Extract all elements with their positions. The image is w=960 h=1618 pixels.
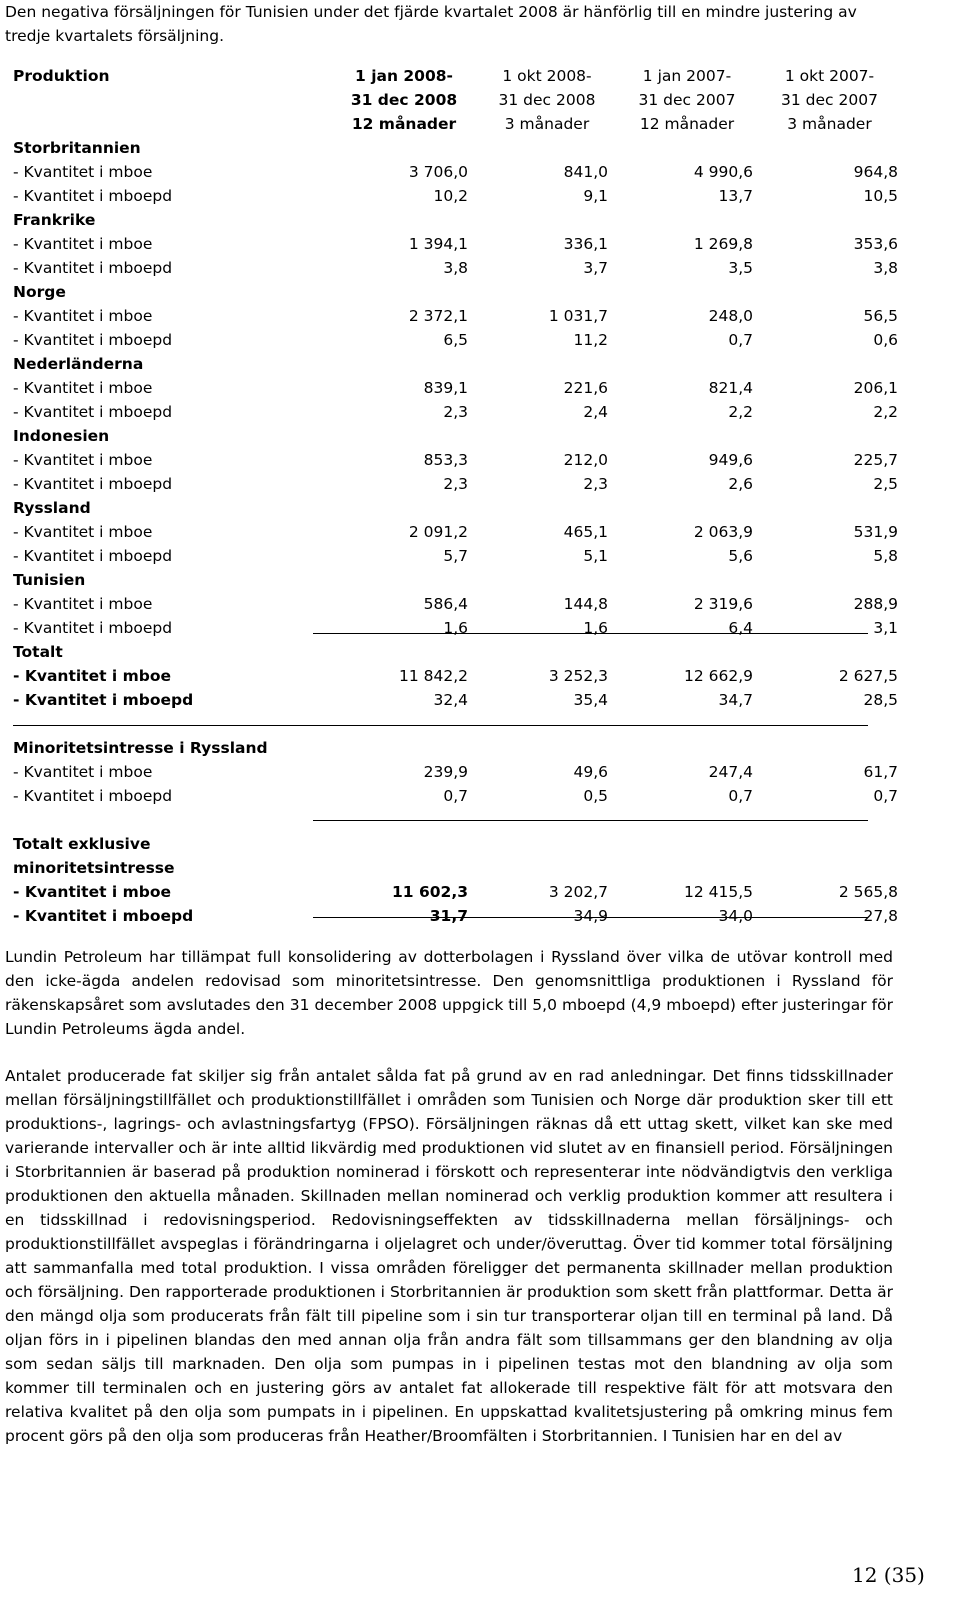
header-col1: 12 månader <box>351 115 457 133</box>
table-row: - Kvantitet i mboe 11 602,3 3 202,7 12 415,5 2 565,8 <box>13 883 898 901</box>
header-col3: 1 jan 2007- <box>642 67 732 85</box>
header-col4: 31 dec 2007 <box>781 91 878 109</box>
table-header-row-2 <box>13 88 893 112</box>
table-row: - Kvantitet i mboepd 3,8 3,7 3,5 3,8 <box>13 259 898 277</box>
section-heading: Indonesien <box>13 427 110 445</box>
excl-heading: minoritetsintresse <box>13 859 175 877</box>
total-heading: Totalt <box>13 643 63 661</box>
intro-paragraph: Den negativa försäljningen för Tunisien under det fjärde kvartalet 2008 är hänförlig till en mindre justering av tredje kvartalets försäljning. <box>5 3 857 45</box>
section-heading: Ryssland <box>13 499 91 517</box>
paragraph-production-vs-sales: Antalet producerade fat skiljer sig från antalet sålda fat på grund av en rad anledningar. Det finns tidsskillnader mellan försäljningstillfället och produktionstillfället i områden som Tunisien och Norge där produktion sker till ett produktions-, lagrings- och avlastningsfartyg (FPSO). Försäljningen räknas då ett uttag skett, vilket kan ske med varierande intervaller och är inte alltid likvärdig med produktionen vid slutet av en finansiell period. Försäljningen i Storbritannien är baserad på produktion nominerad i förskott och representerar inte nödvändigtvis den verkliga produktionen den aktuella månaden. Skillnaden mellan nominerad och verklig produktion kommer att resultera i en tidsskillnad i redovisningsperiod. Redovisningseffekten av tidsskillnaderna mellan försäljnings- och produktionstillfället avspeglas i förändringarna i oljelagret och under/överuttag. Över tid kommer total försäljning att sammanfalla med total produktion. I vissa områden föreligger det permanenta skillnader mellan produktion och försäljning. Den rapporterade produktionen i Storbritannien är produktion som skett från plattformar. Detta är den mängd olja som producerats från fält till pipeline som i sin tur transporterar oljan till en terminal på land. Då oljan förs in i pipelinen blandas den med annan olja från andra fält som tillsammans ger den blandning av olja som sedan säljs till marknaden. Den olja som pumpas in i pipelinen testas mot den blandning av olja som kommer till terminalen och en justering görs av antalet fat allokerade till respektive fält för att motsvara den relativa kvalitet på den olja som pumpats in i pipelinen. En uppskattad kvalitetsjustering på omkring minus fem procent görs på den olja som produceras från Heather/Broomfälten i Storbritannien. I Tunisien har en del av <box>5 1067 893 1445</box>
header-col4: 1 okt 2007- <box>784 67 875 85</box>
section-heading: Frankrike <box>13 211 96 229</box>
minority-heading: Minoritetsintresse i Ryssland <box>13 739 268 757</box>
header-col3: 12 månader <box>639 115 735 133</box>
table-row: - Kvantitet i mboe 3 706,0 841,0 4 990,6 964,8 <box>13 163 898 181</box>
table-header-row-3 <box>13 112 893 136</box>
table-row: - Kvantitet i mboepd 6,5 11,2 0,7 0,6 <box>13 331 898 349</box>
excl-heading: Totalt exklusive <box>13 835 151 853</box>
header-col1: 1 jan 2008- <box>355 67 453 85</box>
spacer <box>13 712 893 736</box>
table-row: - Kvantitet i mboe 1 394,1 336,1 1 269,8 353,6 <box>13 235 898 253</box>
table-row: - Kvantitet i mboe 2 372,1 1 031,7 248,0 56,5 <box>13 307 898 325</box>
table-row: - Kvantitet i mboepd 1,6 1,6 6,4 3,1 <box>13 619 898 637</box>
header-label: Produktion <box>13 67 110 85</box>
production-table <box>13 64 898 928</box>
header-col1: 31 dec 2008 <box>350 91 458 109</box>
section-heading: Norge <box>13 283 66 301</box>
section-heading: Nederländerna <box>13 355 144 373</box>
section-heading: Tunisien <box>13 571 86 589</box>
paragraph-consolidation: Lundin Petroleum har tillämpat full konsolidering av dotterbolagen i Ryssland över vilka de utövar kontroll med den icke-ägda andelen redovisad som minoritetsintresse. Den genomsnittliga produktionen i Ryssland för räkenskapsåret som avslutades den 31 december 2008 uppgick till 5,0 mboepd (4,9 mboepd) efter justeringar för Lundin Petroleums ägda andel. <box>5 948 893 1038</box>
table-row: - Kvantitet i mboe 11 842,2 3 252,3 12 662,9 2 627,5 <box>13 667 898 685</box>
bottom-rule <box>313 917 868 918</box>
table-row: - Kvantitet i mboepd 0,7 0,5 0,7 0,7 <box>13 787 898 805</box>
table-row: - Kvantitet i mboe 839,1 221,6 821,4 206,1 <box>13 379 898 397</box>
table-row: - Kvantitet i mboepd 32,4 35,4 34,7 28,5 <box>13 691 898 709</box>
table-header-row-1 <box>13 64 893 88</box>
header-col2: 3 månader <box>504 115 590 133</box>
table-row: - Kvantitet i mboepd 10,2 9,1 13,7 10,5 <box>13 187 898 205</box>
table-row: - Kvantitet i mboepd 31,7 34,9 34,0 27,8 <box>13 907 898 925</box>
table-row: - Kvantitet i mboe 239,9 49,6 247,4 61,7 <box>13 763 898 781</box>
section-heading: Storbritannien <box>13 139 141 157</box>
header-col2: 31 dec 2008 <box>498 91 596 109</box>
header-col3: 31 dec 2007 <box>638 91 736 109</box>
table-row: - Kvantitet i mboe 853,3 212,0 949,6 225,7 <box>13 451 898 469</box>
section-rule <box>13 725 868 726</box>
table-row: - Kvantitet i mboe 586,4 144,8 2 319,6 288,9 <box>13 595 898 613</box>
table-row: - Kvantitet i mboe 2 091,2 465,1 2 063,9 531,9 <box>13 523 898 541</box>
header-col2: 1 okt 2008- <box>502 67 592 85</box>
table-row: - Kvantitet i mboepd 2,3 2,4 2,2 2,2 <box>13 403 898 421</box>
subtotal-rule <box>313 633 868 634</box>
table-row: - Kvantitet i mboepd 2,3 2,3 2,6 2,5 <box>13 475 898 493</box>
header-col4: 3 månader <box>787 115 872 133</box>
subtotal-rule <box>313 820 868 821</box>
table-row: - Kvantitet i mboepd 5,7 5,1 5,6 5,8 <box>13 547 898 565</box>
page-number: 12 (35) <box>852 1563 925 1587</box>
